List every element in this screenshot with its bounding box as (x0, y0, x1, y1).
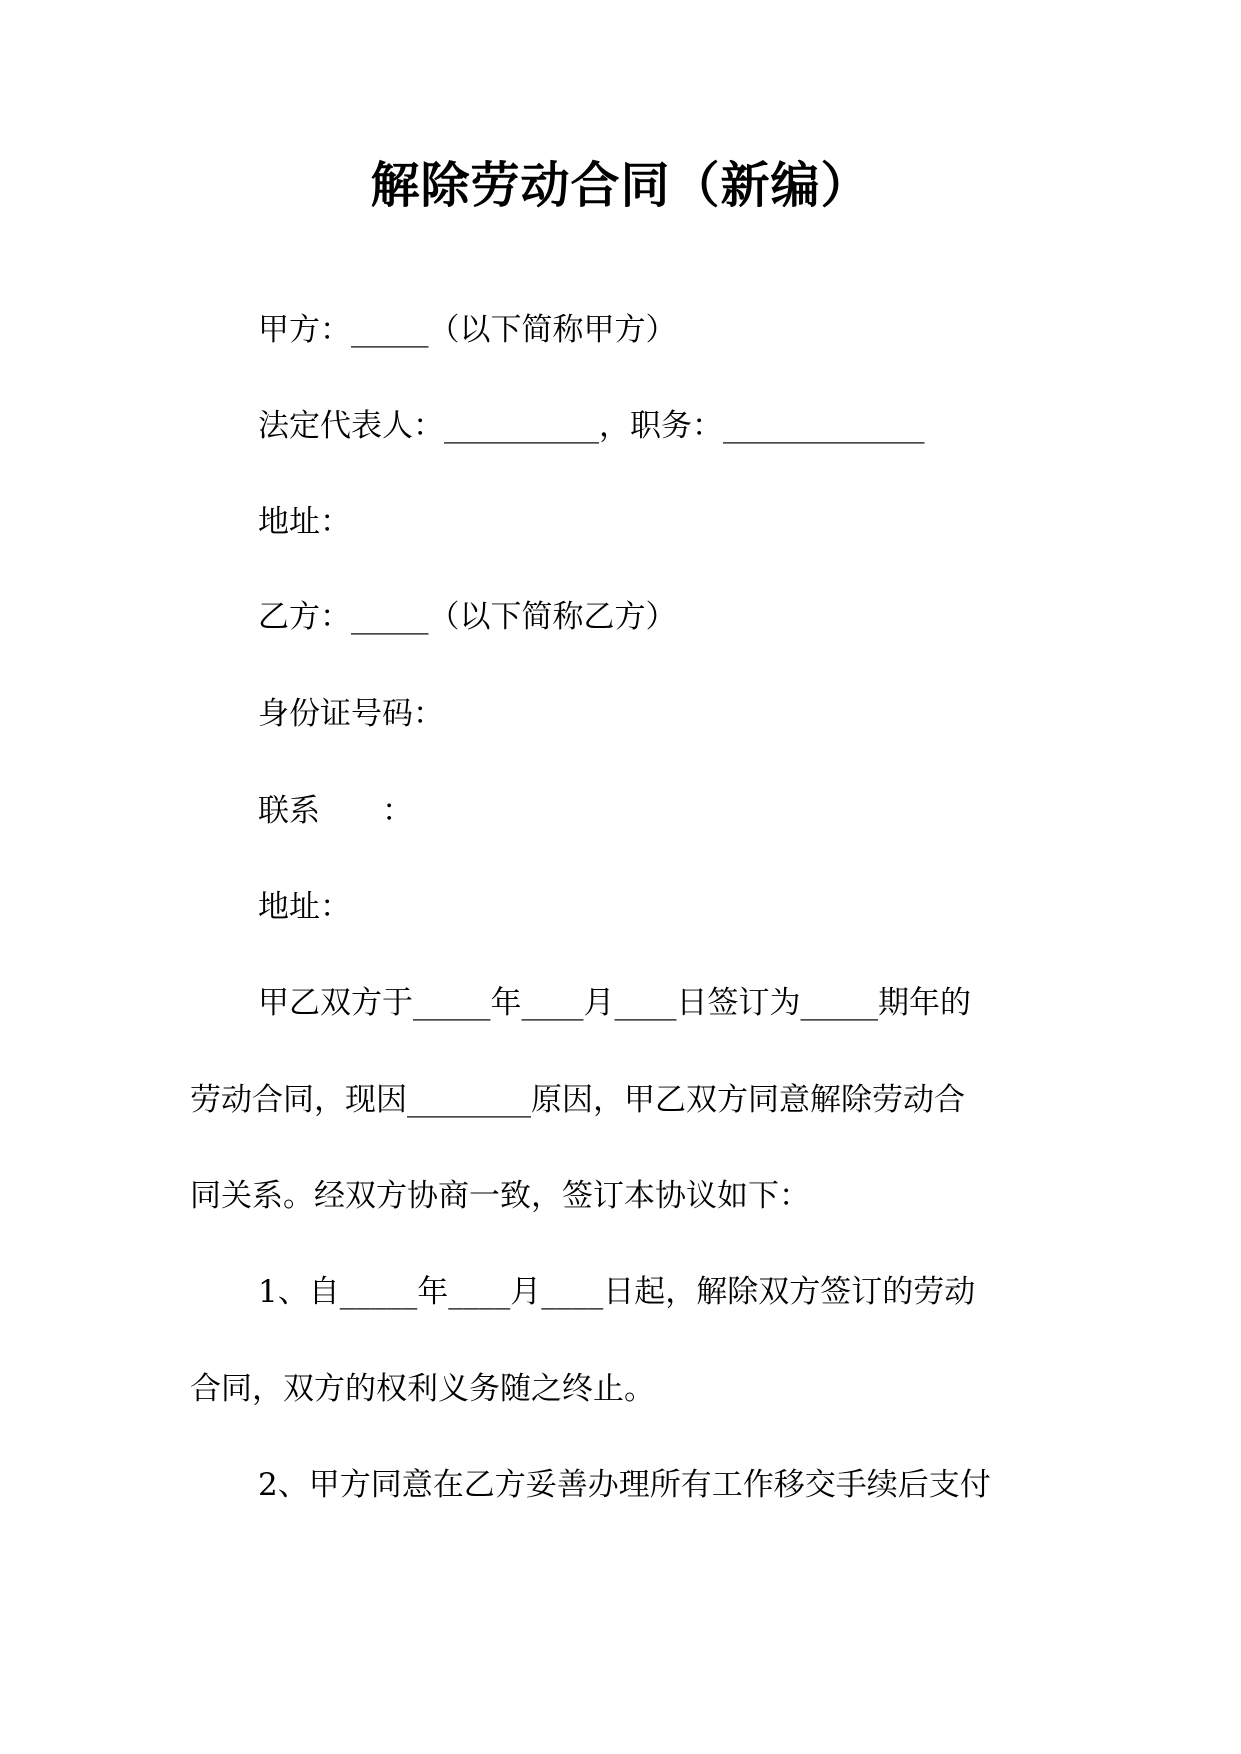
clause-1-line: 1、自_____年____月____日起，解除双方签订的劳动 (258, 1274, 976, 1310)
clause-1-line: 合同，双方的权利义务随之终止。 (190, 1371, 655, 1407)
party-a-line: 甲方：_____（以下简称甲方） (258, 312, 677, 348)
id-number-line: 身份证号码： (258, 696, 444, 732)
legal-representative-line: 法定代表人：__________，职务：_____________ (258, 408, 925, 444)
party-a-address-line: 地址： (258, 504, 351, 540)
intro-paragraph-line: 同关系。经双方协商一致，签订本协议如下： (190, 1178, 810, 1214)
party-b-line: 乙方：_____（以下简称乙方） (258, 599, 677, 635)
clause-2-line: 2、甲方同意在乙方妥善办理所有工作移交手续后支付 (258, 1467, 991, 1503)
intro-paragraph-line: 劳动合同，现因________原因，甲乙双方同意解除劳动合 (190, 1082, 965, 1118)
contact-line: 联系 ： (258, 793, 413, 829)
document-title: 解除劳动合同（新编） (370, 156, 871, 214)
party-b-address-line: 地址： (258, 889, 351, 925)
intro-paragraph-line: 甲乙双方于_____年____月____日签订为_____期年的 (258, 985, 971, 1021)
